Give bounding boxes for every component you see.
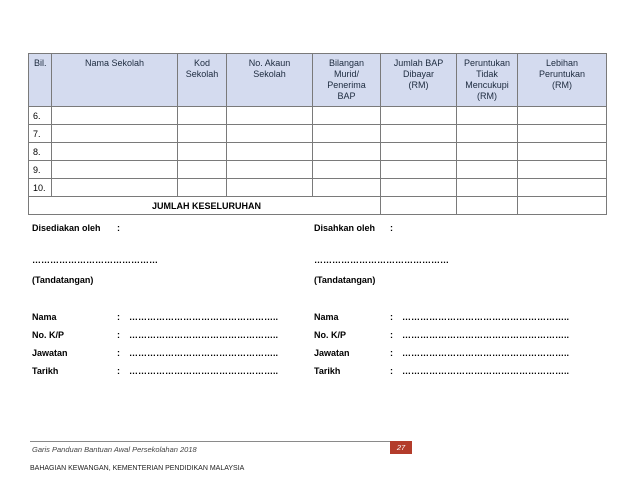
table-row [29, 107, 607, 125]
cell-nama-sekolah[interactable] [52, 143, 178, 161]
cell-kod-sekolah[interactable] [178, 125, 227, 143]
footer-divider [30, 441, 410, 442]
approved-signature-caption: (Tandatangan) [314, 275, 376, 285]
cell-no-akaun[interactable] [227, 179, 313, 197]
cell-bilangan-murid[interactable] [313, 179, 381, 197]
cell-jumlah-bap[interactable] [381, 161, 457, 179]
table-header-row [29, 54, 607, 107]
prepared-nama-label: Nama [32, 312, 57, 322]
cell-no-akaun[interactable] [227, 161, 313, 179]
cell-jumlah-bap[interactable] [381, 107, 457, 125]
approved-jawatan-label: Jawatan [314, 348, 350, 358]
table-row [29, 143, 607, 161]
header-peruntukan-tidak: Peruntukan Tidak Mencukupi (RM) [457, 54, 518, 107]
approved-nokp-line[interactable]: ……………………………………………….. [402, 330, 570, 340]
cell-no-akaun[interactable] [227, 125, 313, 143]
total-label: JUMLAH KESELURUHAN [29, 197, 381, 215]
cell-peruntukan-tidak[interactable] [457, 125, 518, 143]
prepared-nokp-line[interactable]: ………………………………………….. [129, 330, 279, 340]
table-row [29, 125, 607, 143]
prepared-jawatan-line[interactable]: ………………………………………….. [129, 348, 279, 358]
approved-jawatan-colon: : [390, 348, 393, 358]
row-number: 7. [29, 125, 52, 143]
approved-jawatan-line[interactable]: ……………………………………………….. [402, 348, 570, 358]
footer-department: BAHAGIAN KEWANGAN, KEMENTERIAN PENDIDIKAN MALAYSIA [30, 465, 245, 472]
cell-bilangan-murid[interactable] [313, 143, 381, 161]
prepared-nokp-label: No. K/P [32, 330, 65, 340]
prepared-signature-line[interactable]: …………………………………… [32, 255, 158, 265]
cell-jumlah-bap[interactable] [381, 143, 457, 161]
cell-peruntukan-tidak[interactable] [457, 161, 518, 179]
cell-lebihan[interactable] [518, 143, 607, 161]
cell-peruntukan-tidak[interactable] [457, 107, 518, 125]
total-lebihan[interactable] [518, 197, 607, 215]
cell-lebihan[interactable] [518, 161, 607, 179]
header-nama-sekolah: Nama Sekolah [52, 54, 178, 107]
approved-nokp-label: No. K/P [314, 330, 347, 340]
table-row [29, 161, 607, 179]
approved-signature-line[interactable]: ……………………………………… [314, 255, 449, 265]
row-number: 6. [29, 107, 52, 125]
row-number: 8. [29, 143, 52, 161]
cell-jumlah-bap[interactable] [381, 179, 457, 197]
cell-lebihan[interactable] [518, 125, 607, 143]
header-lebihan-peruntukan: Lebihan Peruntukan (RM) [518, 54, 607, 107]
approved-tarikh-colon: : [390, 366, 393, 376]
total-peruntukan-tidak[interactable] [457, 197, 518, 215]
header-no-akaun: No. Akaun Sekolah [227, 54, 313, 107]
cell-kod-sekolah[interactable] [178, 143, 227, 161]
prepared-by-colon: : [117, 223, 120, 233]
prepared-nama-line[interactable]: ………………………………………….. [129, 312, 279, 322]
prepared-by-label: Disediakan oleh [32, 223, 101, 233]
prepared-tarikh-label: Tarikh [32, 366, 59, 376]
approved-nama-line[interactable]: ……………………………………………….. [402, 312, 570, 322]
cell-lebihan[interactable] [518, 179, 607, 197]
table-row [29, 179, 607, 197]
approved-tarikh-label: Tarikh [314, 366, 341, 376]
cell-jumlah-bap[interactable] [381, 125, 457, 143]
approved-by-label: Disahkan oleh [314, 223, 376, 233]
cell-no-akaun[interactable] [227, 107, 313, 125]
footer-guide-title: Garis Panduan Bantuan Awal Persekolahan 2018 [32, 445, 197, 454]
approved-nokp-colon: : [390, 330, 393, 340]
cell-kod-sekolah[interactable] [178, 107, 227, 125]
header-bil: Bil. [29, 54, 52, 107]
total-row [29, 197, 607, 215]
cell-nama-sekolah[interactable] [52, 125, 178, 143]
total-jumlah-bap[interactable] [381, 197, 457, 215]
approved-nama-colon: : [390, 312, 393, 322]
cell-no-akaun[interactable] [227, 143, 313, 161]
approved-tarikh-line[interactable]: ……………………………………………….. [402, 366, 570, 376]
cell-lebihan[interactable] [518, 107, 607, 125]
page-number-badge: 27 [390, 441, 412, 454]
header-bilangan-murid: Bilangan Murid/ Penerima BAP [313, 54, 381, 107]
header-jumlah-bap: Jumlah BAP Dibayar (RM) [381, 54, 457, 107]
cell-nama-sekolah[interactable] [52, 179, 178, 197]
cell-kod-sekolah[interactable] [178, 179, 227, 197]
approved-nama-label: Nama [314, 312, 339, 322]
cell-peruntukan-tidak[interactable] [457, 179, 518, 197]
prepared-tarikh-colon: : [117, 366, 120, 376]
cell-peruntukan-tidak[interactable] [457, 143, 518, 161]
prepared-tarikh-line[interactable]: ………………………………………….. [129, 366, 279, 376]
approved-by-colon: : [390, 223, 393, 233]
row-number: 10. [29, 179, 52, 197]
cell-kod-sekolah[interactable] [178, 161, 227, 179]
prepared-signature-caption: (Tandatangan) [32, 275, 94, 285]
cell-bilangan-murid[interactable] [313, 107, 381, 125]
cell-bilangan-murid[interactable] [313, 161, 381, 179]
prepared-jawatan-label: Jawatan [32, 348, 68, 358]
header-kod-sekolah: Kod Sekolah [178, 54, 227, 107]
row-number: 9. [29, 161, 52, 179]
allocation-table [28, 53, 607, 215]
cell-bilangan-murid[interactable] [313, 125, 381, 143]
prepared-jawatan-colon: : [117, 348, 120, 358]
prepared-nokp-colon: : [117, 330, 120, 340]
cell-nama-sekolah[interactable] [52, 107, 178, 125]
cell-nama-sekolah[interactable] [52, 161, 178, 179]
prepared-nama-colon: : [117, 312, 120, 322]
